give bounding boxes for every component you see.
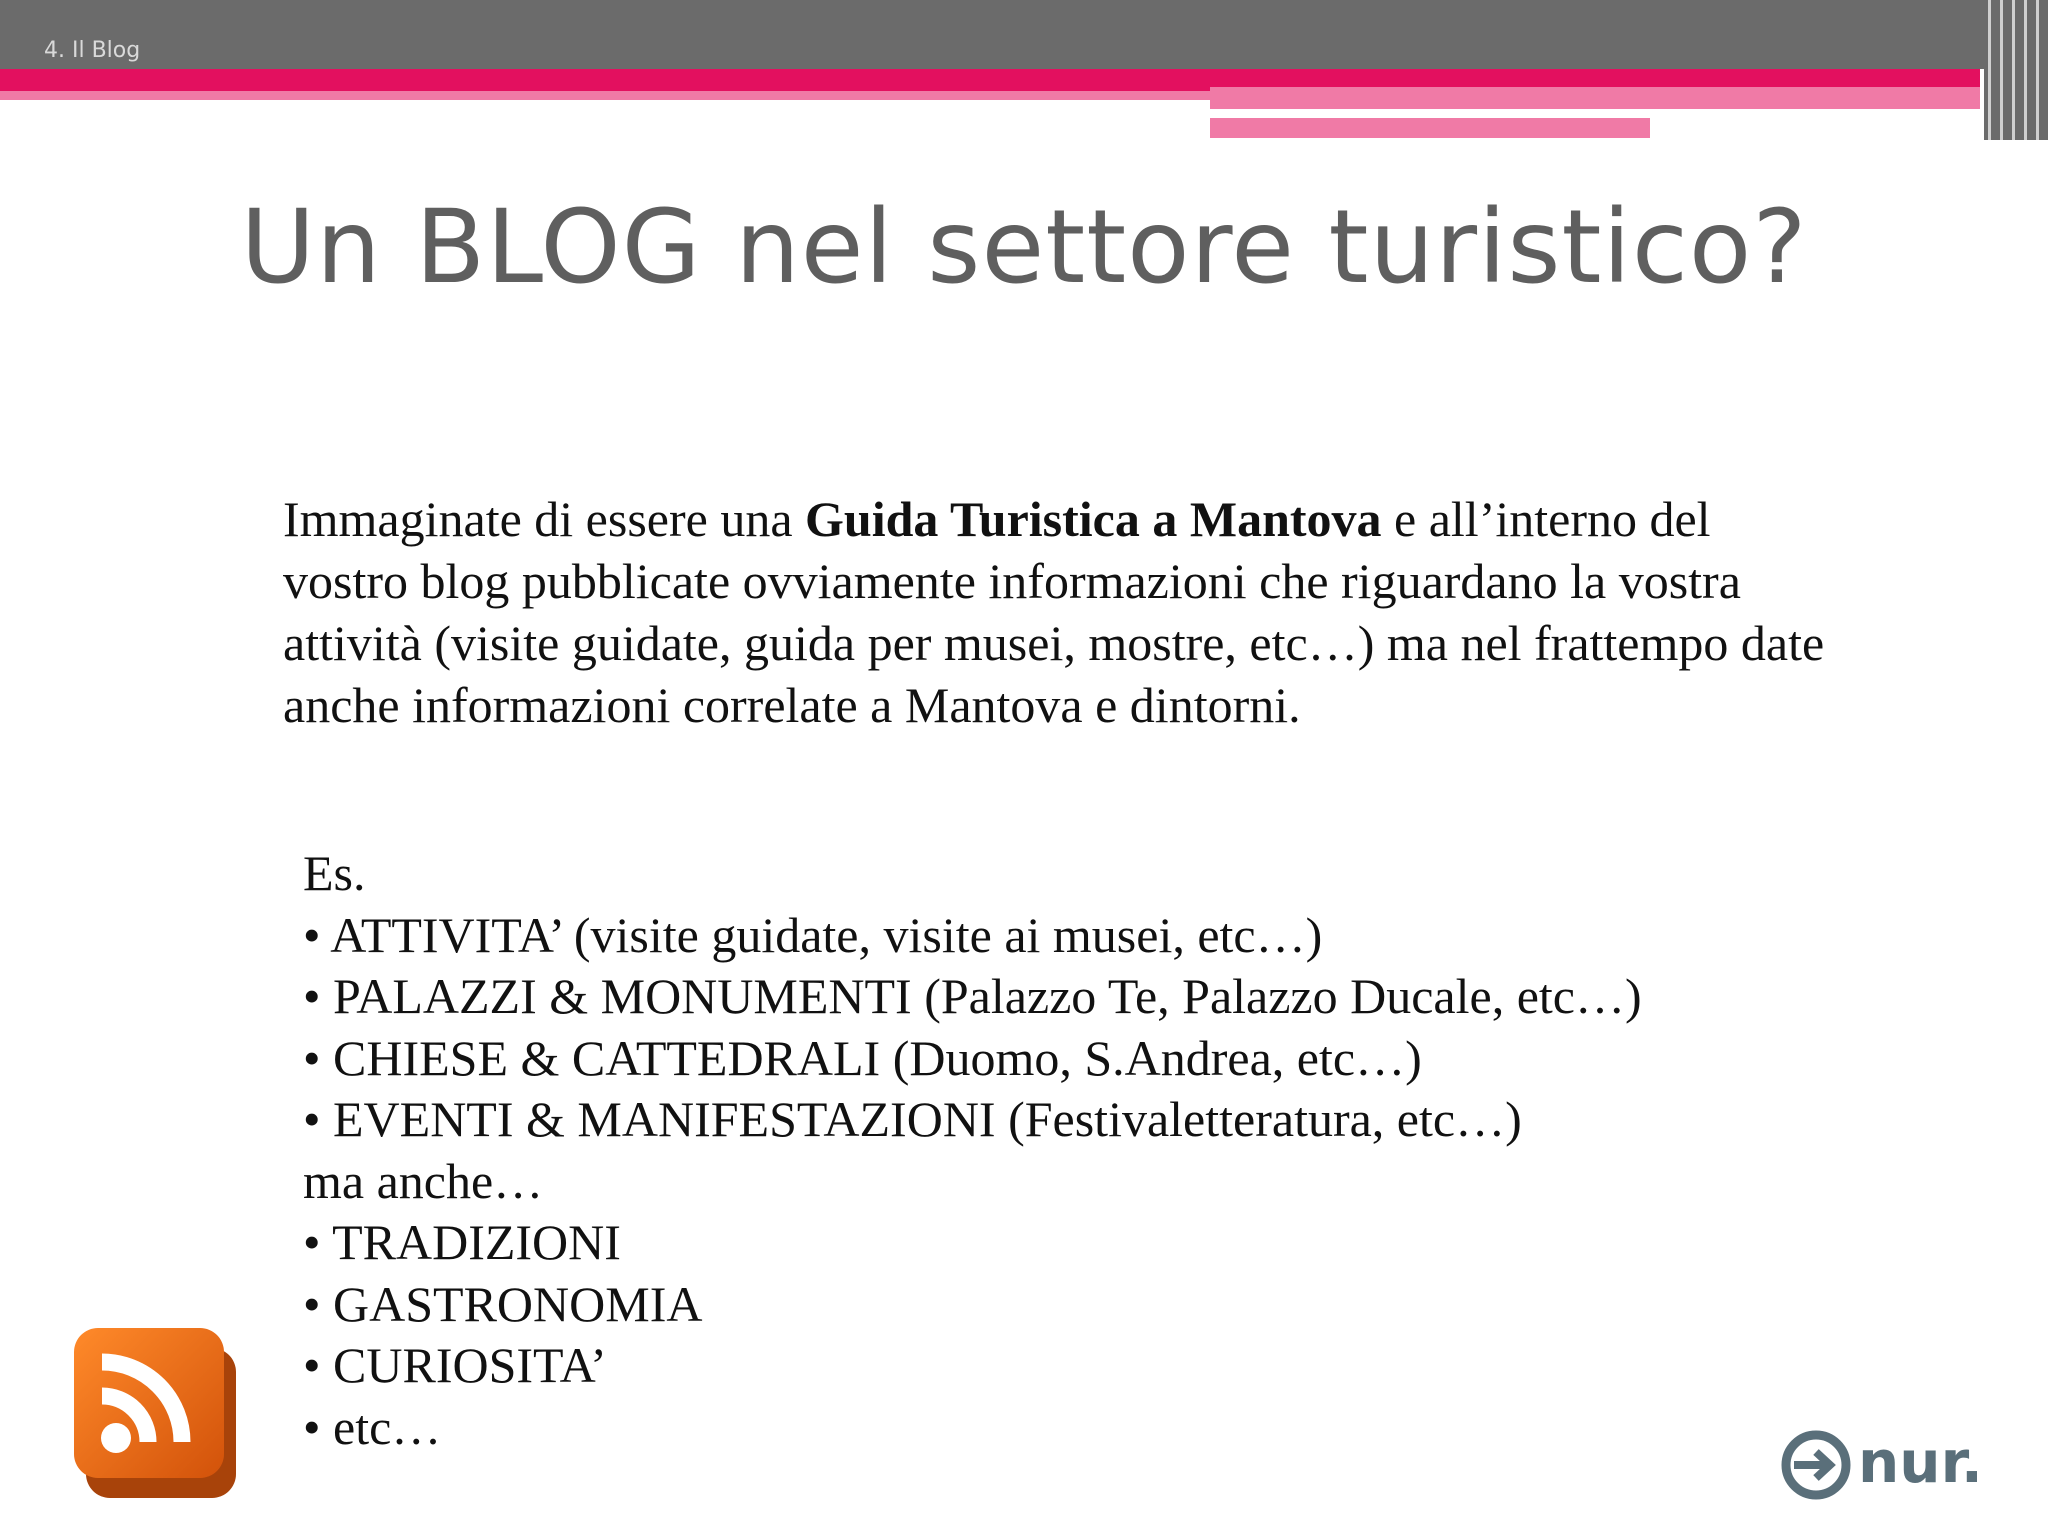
header-bar — [0, 0, 2048, 69]
nur-logo — [1780, 1420, 2000, 1510]
list-item: • CHIESE & CATTEDRALI (Duomo, S.Andrea, etc…) — [303, 1029, 1422, 1086]
list-item: • TRADIZIONI — [303, 1214, 621, 1270]
list-item: • GASTRONOMIA — [303, 1275, 703, 1332]
list-item: • ATTIVITA’ (visite guidate, visite ai musei, etc…) — [303, 906, 1323, 963]
intro-text-start: Immaginate di essere una — [283, 491, 806, 547]
rss-feed-icon — [68, 1322, 248, 1506]
edge-stripes — [1984, 0, 2048, 140]
list-item: • CURIOSITA’ — [303, 1337, 607, 1393]
list-item: • PALAZZI & MONUMENTI (Palazzo Te, Palazzo Ducale, etc…) — [303, 968, 1642, 1024]
intro-text-end: e all’interno del vostro blog pubblicate ovviamente informazioni che riguardano la vostra attività (visite guidate, guida per musei, mostre, etc…) ma nel frattempo date anche informazioni correlate a Mantova e dintorni. — [283, 491, 1825, 733]
intro-bold-text: Guida Turistica a Mantova — [805, 491, 1382, 547]
slide-title: Un BLOG nel settore turistico? — [240, 188, 1808, 307]
list-item: • etc… — [303, 1398, 442, 1455]
pink-band-right-dark — [1210, 69, 1980, 87]
pink-band-right-lower — [1210, 118, 1650, 138]
intro-paragraph — [283, 488, 1843, 736]
section-label: 4. Il Blog — [44, 38, 141, 63]
examples-list — [303, 843, 1863, 1458]
list-item: • EVENTI & MANIFESTAZIONI (Festivaletteratura, etc…) — [303, 1091, 1522, 1147]
pink-band-light — [0, 91, 1210, 100]
examples-also: ma anche… — [303, 1152, 544, 1209]
nur-logo-text: nur. — [1858, 1428, 1983, 1496]
examples-intro: Es. — [303, 845, 366, 901]
pink-band — [0, 69, 1210, 91]
decorative-line — [1215, 111, 1895, 116]
